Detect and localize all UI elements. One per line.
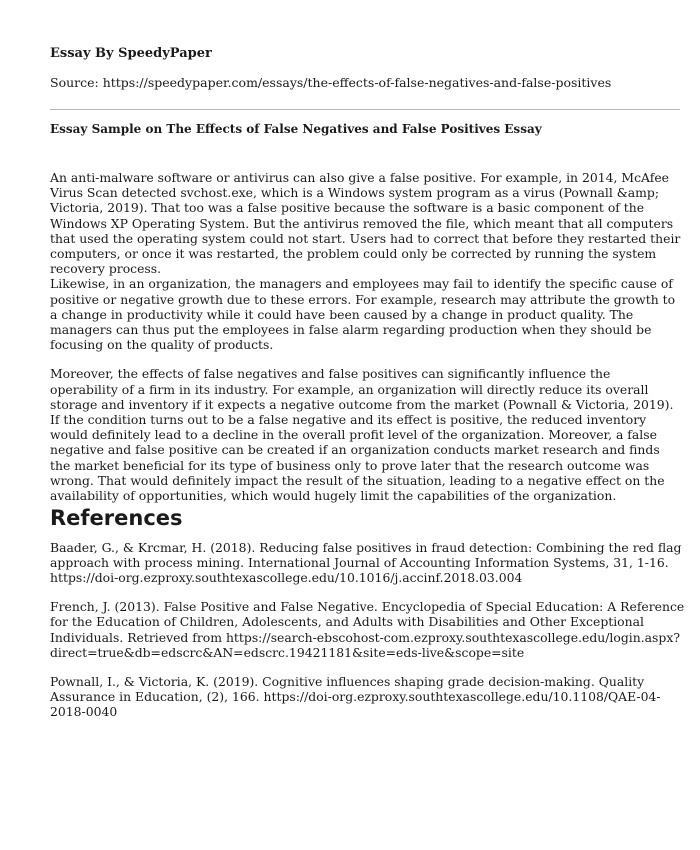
source-line: Source: https://speedypaper.com/essays/the-effects-of-false-negatives-and-false-positives [50, 75, 612, 90]
header-divider [50, 109, 680, 110]
reference-item: French, J. (2013). False Positive and False Negative. Encyclopedia of Special Education: A Reference for the Education of Children, Adolescents, and Adults with Disabilities and Other Exceptional Individuals. Retrieved from https://search-ebscohost-com.ezproxy.southtexascollege.edu/login.aspx?direct=true&db=edscrc&AN=edscrc.19421181&site=eds-live&scope=site [50, 599, 685, 660]
reference-item: Pownall, I., & Victoria, K. (2019). Cognitive influences shaping grade decision-making. Quality Assurance in Education, (2), 166. https://doi-org.ezproxy.southtexascollege.edu/10.1108/QAE-04-2018-0040 [50, 673, 661, 720]
references-heading: References [50, 506, 183, 530]
essay-paragraph: Moreover, the effects of false negatives and false positives can significantly influence the operability of a firm in its industry. For example, an organization will directly reduce its overall storage and inventory if it expects a negative outcome from the market (Pownall & Victoria, 2019). If the condition turns out to be a false negative and its effect is positive, the reduced inventory would definitely lead to a decline in the overall profit level of the organization. Moreover, a false negative and false positive can be created if an organization conducts market research and finds the market beneficial for its type of business only to prove later that the research outcome was wrong. That would definitely impact the result of the situation, leading to a negative effect on the availability of opportunities, which would hugely limit the capabilities of the organization. [50, 366, 674, 504]
essay-title: Essay Sample on The Effects of False Negatives and False Positives Essay [50, 122, 542, 136]
references-list [50, 540, 690, 733]
essay-paragraph: An anti-malware software or antivirus can also give a false positive. For example, in 2014, McAfee Virus Scan detected svchost.exe, which is a Windows system program as a virus (Pownall &amp; Victoria, 2019). That too was a false positive because the software is a basic component of the Windows XP Operating System. But the antivirus removed the file, which meant that all computers that used the operating system could not start. Users had to correct that before they restarted their computers, or once it was restarted, the problem could only be corrected by running the system recovery process. [50, 170, 681, 277]
reference-item: Baader, G., & Krcmar, H. (2018). Reducing false positives in fraud detection: Combining the red flag approach with process mining. International Journal of Accounting Information Systems, 31, 1-16. https://doi-org.ezproxy.southtexascollege.edu/10.1016/j.accinf.2018.03.004 [50, 540, 682, 586]
essay-body [50, 170, 682, 503]
brand-title: Essay By SpeedyPaper [50, 46, 212, 61]
essay-paragraph: Likewise, in an organization, the managers and employees may fail to identify the specific cause of positive or negative growth due to these errors. For example, research may attribute the growth to a change in productivity while it could have been caused by a change in product quality. The managers can thus put the employees in false alarm regarding production when they should be focusing on the quality of products. [50, 276, 676, 353]
